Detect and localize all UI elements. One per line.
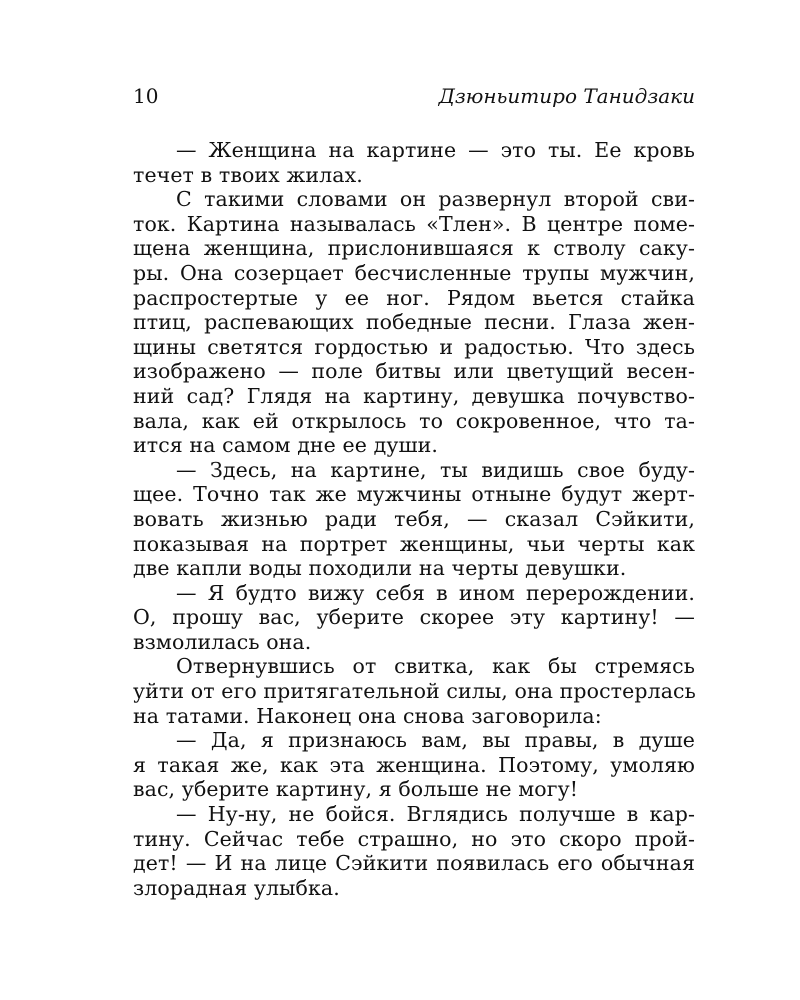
text-line: тину. Сейчас тебе страшно, но это скоро прой- xyxy=(133,826,695,851)
text-line: щины светятся гордостью и радостью. Что здесь xyxy=(133,334,695,359)
text-line: щее. Точно так же мужчины отныне будут жерт- xyxy=(133,482,695,507)
text-line: вовать жизнью ради тебя, — сказал Сэйкити, xyxy=(133,506,695,531)
text-line: — Ну-ну, не бойся. Вглядись получше в кар- xyxy=(176,802,695,827)
text-line: птиц, распевающих победные песни. Глаза жен- xyxy=(133,310,695,335)
text-line: вас, уберите картину, я больше не могу! xyxy=(133,777,579,802)
text-line: взмолилась она. xyxy=(133,629,312,654)
page-number: 10 xyxy=(133,84,159,108)
text-line: Отвернувшись от свитка, как бы стремясь xyxy=(176,654,695,679)
text-line: щена женщина, прислонившаяся к стволу саку- xyxy=(133,236,695,261)
running-head xyxy=(133,82,695,110)
text-line: — Да, я признаюсь вам, вы правы, в душе xyxy=(176,728,695,753)
text-line: на татами. Наконец она снова заговорила: xyxy=(133,703,602,728)
text-line: я такая же, как эта женщина. Поэтому, умоляю xyxy=(133,752,695,777)
text-line: ры. Она созерцает бесчисленные трупы мужчин, xyxy=(133,260,695,285)
text-line: — Здесь, на картине, ты видишь свое буду- xyxy=(176,457,695,482)
text-line: — Я будто вижу себя в ином перерождении. xyxy=(176,580,695,605)
text-line: течет в твоих жилах. xyxy=(133,162,363,187)
text-line: ний сад? Глядя на картину, девушка почувство- xyxy=(133,383,695,408)
text-line: две капли воды походили на черты девушки. xyxy=(133,556,627,581)
text-line: изображено — поле битвы или цветущий весен- xyxy=(133,359,695,384)
text-line: вала, как ей открылось то сокровенное, что та- xyxy=(133,408,695,433)
running-title: Дзюньитиро Танидзаки xyxy=(438,84,695,108)
text-line: ток. Картина называлась «Тлен». В центре поме- xyxy=(133,211,695,236)
text-line: уйти от его притягательной силы, она простерлась xyxy=(133,679,696,704)
body-text xyxy=(133,138,695,900)
text-line: — Женщина на картине — это ты. Ее кровь xyxy=(176,138,695,162)
text-line: О, прошу вас, уберите скорее эту картину! — xyxy=(133,605,695,630)
text-line: ится на самом дне ее души. xyxy=(133,433,439,458)
text-line: злорадная улыбка. xyxy=(133,875,340,900)
text-line: дет! — И на лице Сэйкити появилась его обычная xyxy=(133,851,695,876)
text-line: С такими словами он развернул второй сви- xyxy=(176,187,695,212)
text-line: распростертые у ее ног. Рядом вьется стайка xyxy=(133,285,695,310)
text-line: показывая на портрет женщины, чьи черты как xyxy=(133,531,695,556)
